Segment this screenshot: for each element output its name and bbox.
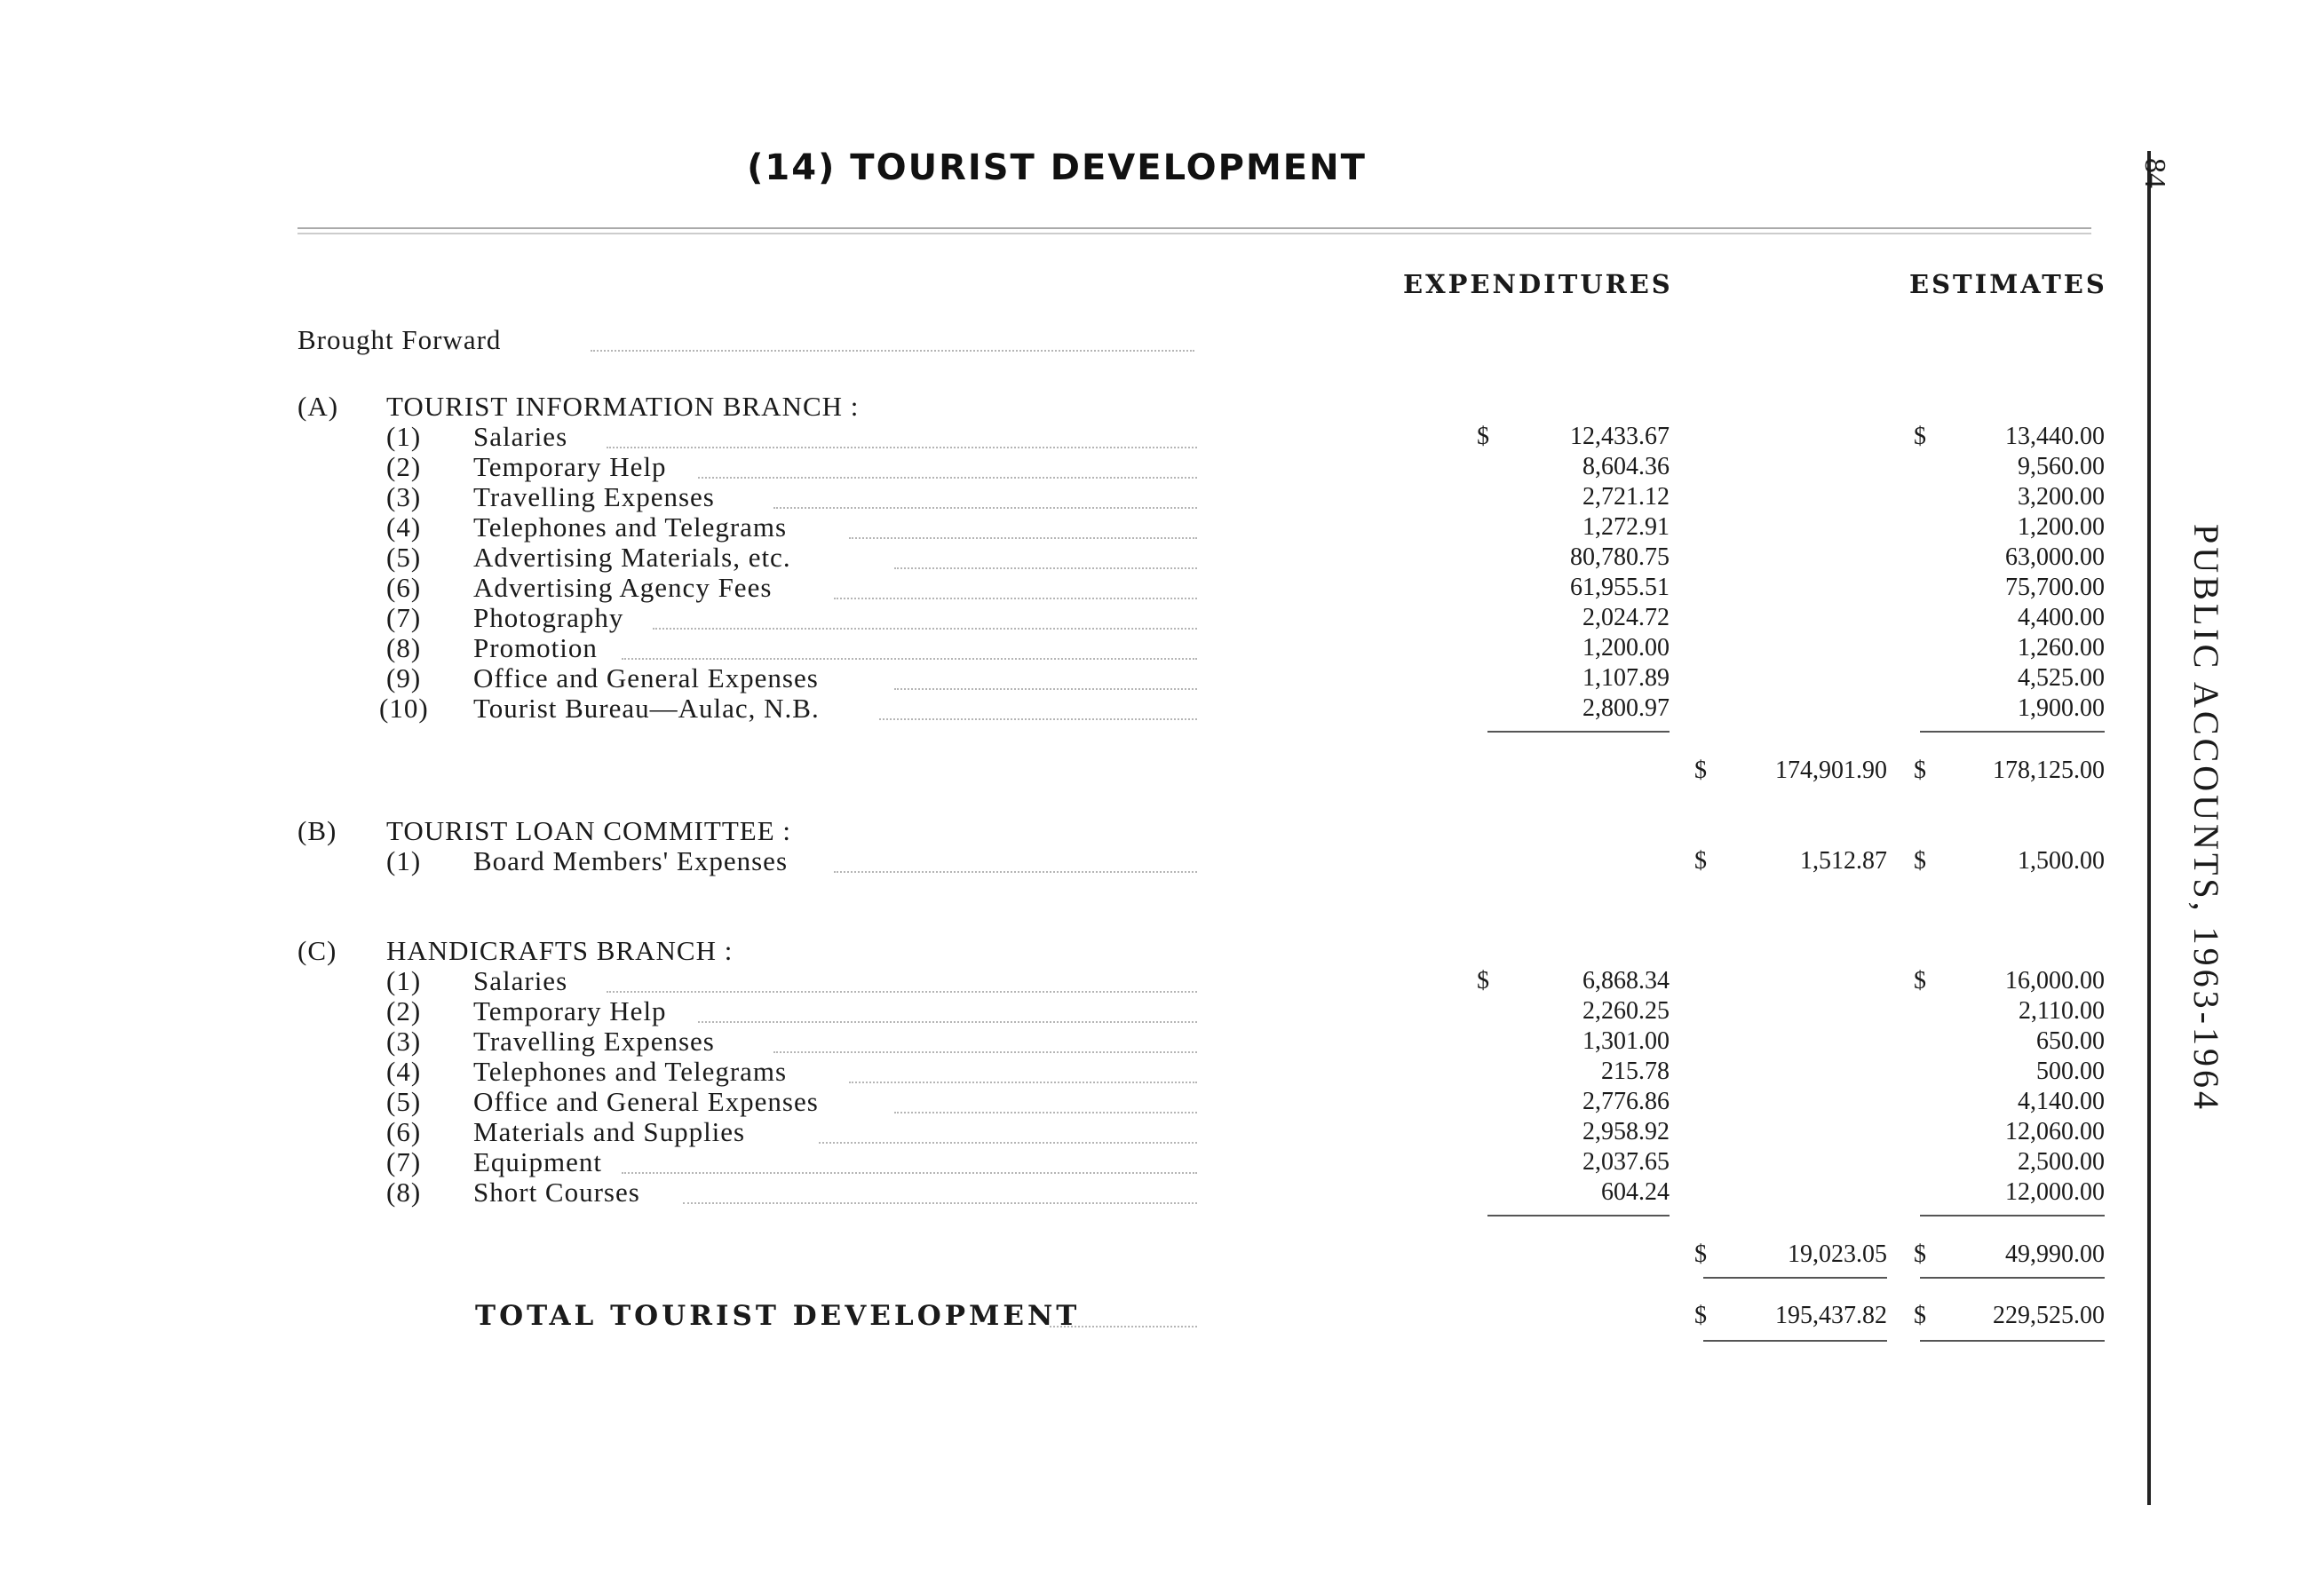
estimate-value: 4,140.00 [2018, 1088, 2105, 1115]
item-name: Salaries [473, 965, 568, 996]
expenditure-value: 2,260.25 [1582, 997, 1670, 1025]
subtotal-rule [1920, 731, 2105, 733]
leader-dots [607, 989, 1197, 993]
brought-forward-label: Brought Forward [297, 324, 502, 355]
item-number: (5) [386, 542, 422, 573]
item-number: (5) [386, 1086, 422, 1117]
expenditure-value: 1,301.00 [1582, 1027, 1670, 1055]
item-number: (4) [386, 511, 422, 543]
item-name: Promotion [473, 632, 598, 663]
item-number: (3) [386, 481, 422, 512]
leader-dots [698, 1019, 1197, 1023]
leader-dots [1050, 1324, 1197, 1327]
leader-dots [894, 1110, 1197, 1113]
leader-dots [819, 1140, 1197, 1144]
margin-rule [2147, 151, 2151, 1505]
expenditure-value: 80,780.75 [1570, 543, 1670, 571]
estimate-value: 12,060.00 [2005, 1118, 2105, 1145]
expenditure-value: 2,024.72 [1582, 604, 1670, 631]
item-number: (3) [386, 1026, 422, 1057]
section-subtotal-expenditure: 19,023.05 [1788, 1240, 1887, 1268]
title-divider [297, 227, 2091, 234]
dollar-sign: $ [1914, 757, 1926, 784]
estimates-column-header: ESTIMATES [1909, 269, 2107, 299]
section-heading: TOURIST INFORMATION BRANCH : [386, 391, 860, 422]
item-number: (7) [386, 602, 422, 633]
expenditure-value: 604.24 [1601, 1178, 1670, 1206]
item-name: Equipment [473, 1146, 603, 1177]
dollar-sign: $ [1694, 1302, 1707, 1329]
item-number: (6) [386, 1116, 422, 1147]
item-name: Materials and Supplies [473, 1116, 746, 1147]
expenditure-value: 2,037.65 [1582, 1148, 1670, 1176]
item-name: Travelling Expenses [473, 1026, 715, 1057]
leader-dots [698, 475, 1197, 479]
leader-dots [591, 348, 1194, 352]
item-number: (1) [386, 965, 422, 996]
estimate-value: 63,000.00 [2005, 543, 2105, 571]
item-name: Photography [473, 602, 624, 633]
section-subtotal-expenditure: 174,901.90 [1775, 757, 1887, 784]
page-number: 84 [2138, 158, 2171, 188]
estimate-value: 13,440.00 [2005, 423, 2105, 450]
expenditure-value: 1,107.89 [1582, 664, 1670, 692]
expenditure-value: 61,955.51 [1570, 574, 1670, 601]
leader-dots [607, 445, 1197, 448]
leader-dots [894, 686, 1197, 690]
total-expenditure: 195,437.82 [1775, 1302, 1887, 1329]
expenditure-value: 2,958.92 [1582, 1118, 1670, 1145]
item-name: Advertising Agency Fees [473, 572, 773, 603]
leader-dots [894, 566, 1197, 569]
item-name: Short Courses [473, 1177, 640, 1208]
section-subtotal-estimate: 1,500.00 [2018, 847, 2105, 875]
item-number: (10) [379, 693, 429, 724]
dollar-sign: $ [1694, 847, 1707, 875]
estimate-value: 16,000.00 [2005, 967, 2105, 995]
item-number: (9) [386, 662, 422, 693]
estimate-value: 12,000.00 [2005, 1178, 2105, 1206]
estimate-value: 4,400.00 [2018, 604, 2105, 631]
expenditure-value: 2,721.12 [1582, 483, 1670, 511]
expenditure-value: 1,200.00 [1582, 634, 1670, 662]
estimate-value: 3,200.00 [2018, 483, 2105, 511]
estimate-value: 75,700.00 [2005, 574, 2105, 601]
leader-dots [879, 717, 1197, 720]
item-name: Telephones and Telegrams [473, 511, 788, 543]
total-rule [1920, 1277, 2105, 1279]
leader-dots [849, 535, 1197, 539]
expenditure-value: 6,868.34 [1582, 967, 1670, 995]
leader-dots [849, 1080, 1197, 1083]
dollar-sign: $ [1914, 423, 1926, 450]
estimate-value: 1,200.00 [2018, 513, 2105, 541]
expenditure-value: 215.78 [1601, 1058, 1670, 1085]
subtotal-rule [1487, 731, 1670, 733]
item-number: (2) [386, 451, 422, 482]
leader-dots [834, 596, 1197, 599]
item-number: (1) [386, 421, 422, 452]
section-subtotal-estimate: 49,990.00 [2005, 1240, 2105, 1268]
section-label: (B) [297, 815, 337, 846]
estimate-value: 650.00 [2036, 1027, 2105, 1055]
total-rule [1703, 1277, 1887, 1279]
dollar-sign: $ [1914, 1302, 1926, 1329]
item-name: Advertising Materials, etc. [473, 542, 791, 573]
section-label: (C) [297, 935, 337, 966]
dollar-sign: $ [1914, 1240, 1926, 1268]
page-title: (14) TOURIST DEVELOPMENT [747, 147, 1367, 188]
section-label: (A) [297, 391, 339, 422]
item-number: (7) [386, 1146, 422, 1177]
section-heading: HANDICRAFTS BRANCH : [386, 935, 734, 966]
dollar-sign: $ [1914, 967, 1926, 995]
estimate-value: 9,560.00 [2018, 453, 2105, 480]
item-number: (2) [386, 995, 422, 1026]
dollar-sign: $ [1477, 967, 1489, 995]
total-estimate: 229,525.00 [1993, 1302, 2105, 1329]
item-name: Tourist Bureau—Aulac, N.B. [473, 693, 820, 724]
expenditure-value: 2,776.86 [1582, 1088, 1670, 1115]
leader-dots [653, 626, 1197, 630]
item-number: (8) [386, 632, 422, 663]
expenditures-column-header: EXPENDITURES [1403, 269, 1673, 299]
item-name: Board Members' Expenses [473, 845, 789, 876]
item-number: (8) [386, 1177, 422, 1208]
subtotal-rule [1487, 1215, 1670, 1216]
item-name: Office and General Expenses [473, 1086, 819, 1117]
dollar-sign: $ [1914, 847, 1926, 875]
leader-dots [773, 1050, 1197, 1053]
expenditure-value: 12,433.67 [1570, 423, 1670, 450]
double-rule [1920, 1340, 2105, 1342]
leader-dots [622, 1170, 1197, 1174]
leader-dots [773, 505, 1197, 509]
item-name: Office and General Expenses [473, 662, 819, 693]
dollar-sign: $ [1694, 1240, 1707, 1268]
item-number: (6) [386, 572, 422, 603]
double-rule [1703, 1340, 1887, 1342]
item-name: Telephones and Telegrams [473, 1056, 788, 1087]
item-number: (1) [386, 845, 422, 876]
item-name: Temporary Help [473, 995, 667, 1026]
estimate-value: 4,525.00 [2018, 664, 2105, 692]
leader-dots [834, 869, 1197, 873]
estimate-value: 2,500.00 [2018, 1148, 2105, 1176]
total-label: TOTAL TOURIST DEVELOPMENT [475, 1300, 1081, 1332]
running-title: PUBLIC ACCOUNTS, 1963-1964 [2186, 524, 2226, 1113]
dollar-sign: $ [1477, 423, 1489, 450]
estimate-value: 2,110.00 [2019, 997, 2105, 1025]
leader-dots [683, 1201, 1197, 1204]
item-name: Travelling Expenses [473, 481, 715, 512]
item-number: (4) [386, 1056, 422, 1087]
estimate-value: 1,260.00 [2018, 634, 2105, 662]
expenditure-value: 2,800.97 [1582, 694, 1670, 722]
leader-dots [622, 656, 1197, 660]
expenditure-value: 8,604.36 [1582, 453, 1670, 480]
dollar-sign: $ [1694, 757, 1707, 784]
section-subtotal-expenditure: 1,512.87 [1800, 847, 1887, 875]
section-subtotal-estimate: 178,125.00 [1993, 757, 2105, 784]
item-name: Salaries [473, 421, 568, 452]
expenditure-value: 1,272.91 [1582, 513, 1670, 541]
estimate-value: 1,900.00 [2018, 694, 2105, 722]
estimate-value: 500.00 [2036, 1058, 2105, 1085]
subtotal-rule [1920, 1215, 2105, 1216]
section-heading: TOURIST LOAN COMMITTEE : [386, 815, 791, 846]
item-name: Temporary Help [473, 451, 667, 482]
